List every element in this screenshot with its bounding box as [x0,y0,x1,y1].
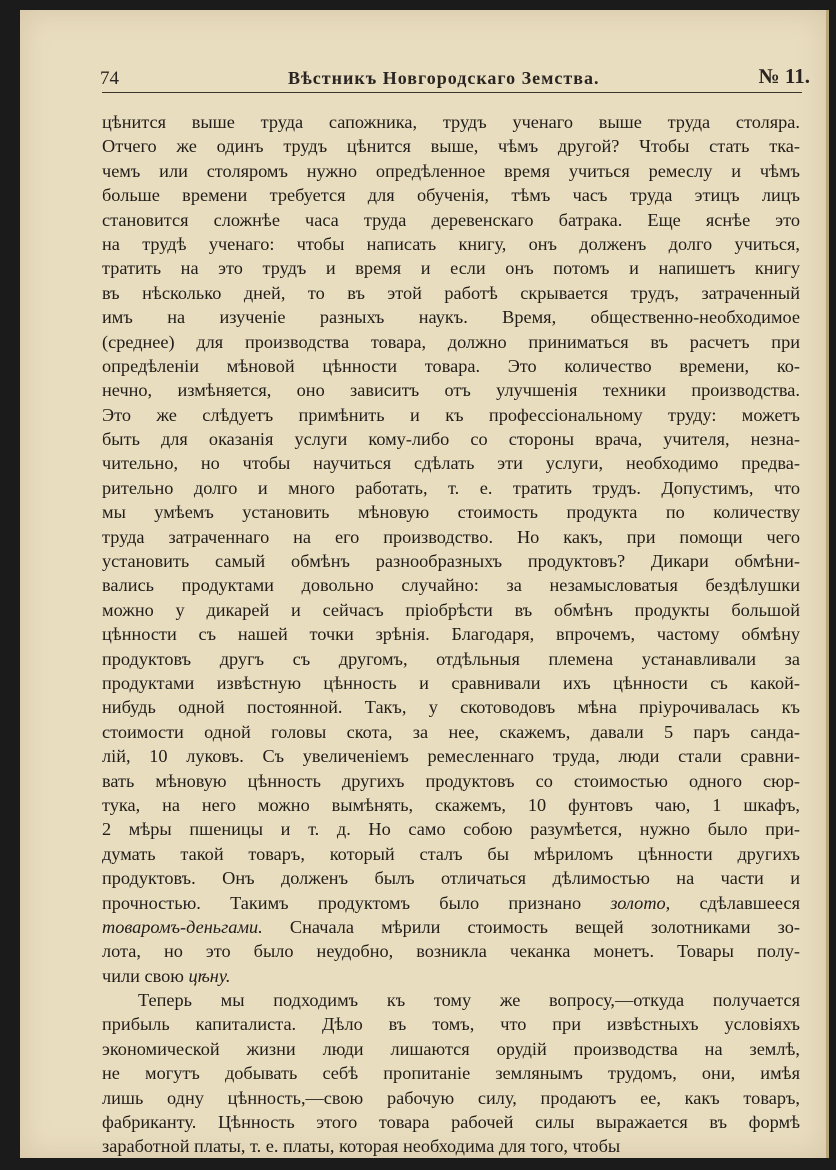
header-rule [102,92,802,93]
text-line [102,134,800,158]
text-line [102,988,800,1012]
line-text: рительно долго и много работать, т. е. тратить трудъ. Допустимъ, что [102,477,800,498]
line-text: продуктовъ другъ съ другомъ, отдѣльныя племена устанавливали за [102,648,800,669]
line-text: установить самый обмѣнъ разнообразныхъ продуктовъ? Дикари обмѣни- [102,551,800,572]
text-line [102,720,800,744]
line-text: сдѣлавшееся [670,892,800,913]
line-text: въ нѣсколько дней, то въ этой работѣ скрывается трудъ, затраченный [102,282,800,303]
line-text: цѣнности съ нашей точки зрѣнія. Благодаря, впрочемъ, частому обмѣну [102,624,800,645]
article-body [102,110,800,1159]
text-line [102,330,800,354]
line-text: лишь одну цѣнность,—свою рабочую силу, продаютъ ее, какъ товаръ, [102,1087,800,1108]
italic-text: товаромъ-деньгами. [102,916,263,937]
text-line [102,281,800,305]
text-line [102,256,800,280]
text-line [102,842,800,866]
line-text: Теперь мы подходимъ къ тому же вопросу,—откуда получается [138,990,800,1011]
text-line [102,598,800,622]
text-line [102,354,800,378]
line-text: заработной платы, т. е. платы, которая необходима для того, чтобы [102,1136,621,1157]
line-text: чительно, но чтобы научиться сдѣлать эти услуги, необходимо предва- [102,453,800,474]
line-text: стоимости одной головы скота, за нее, скажемъ, давали 5 паръ санда- [102,721,800,742]
line-text: фабриканту. Цѣнность этого товара рабочей силы выражается въ формѣ [102,1112,800,1133]
text-line [102,939,800,963]
line-text: быть для оказанія услуги кому-либо со стороны врача, учителя, незна- [102,429,800,450]
text-line [102,622,800,646]
text-line [102,1134,800,1158]
line-text: Отчего же одинъ трудъ цѣнится выше, чѣмъ другой? Чтобы стать тка- [102,136,800,157]
text-line [102,208,800,232]
line-text: цѣнится выше труда сапожника, трудъ ученаго выше труда столяра. [102,112,800,132]
line-text: 2 мѣры пшеницы и т. д. Но само собою разумѣется, нужно было при- [102,819,800,840]
line-text: становится сложнѣе часа труда деревенскаго батрака. Еще яснѣе это [102,209,800,230]
line-text: имъ на изученіе разныхъ наукъ. Время, общественно-необходимое [102,307,800,328]
text-line [102,573,800,597]
line-text: труда затраченнаго на его производство. Но какъ, при помощи чего [102,526,800,547]
line-text: Это же слѣдуетъ примѣнить и къ профессіональному труду: можетъ [102,404,800,425]
line-text: тратить на это трудъ и время и если онъ потомъ и напишетъ книгу [102,258,800,279]
line-text: нечно, измѣняется, оно зависитъ отъ улучшенія техники производства. [102,380,800,401]
line-text: продуктами извѣстную цѣнность и сравнивали ихъ цѣнности съ какой- [102,672,800,693]
text-line [102,451,800,475]
text-line [102,744,800,768]
text-line [102,647,800,671]
text-line [102,915,800,939]
text-line [102,1061,800,1085]
italic-text: золото, [610,892,671,913]
line-text: (среднее) для производства товара, должно приниматься въ расчетъ при [102,331,800,352]
issue-number: № 11. [758,64,810,88]
text-line [102,549,800,573]
text-line [102,525,800,549]
text-line [102,159,800,183]
text-line [102,695,800,719]
line-text: на трудѣ ученаго: чтобы написать книгу, онъ долженъ долго учиться, [102,233,800,254]
italic-text: цѣну. [188,965,231,986]
book-page [20,10,829,1158]
line-text: чемъ или столяромъ нужно опредѣленное время учиться ремеслу и чѣмъ [102,160,800,181]
page-header [100,64,810,94]
line-text: экономической жизни люди лишаются орудій производства на землѣ, [102,1038,800,1059]
line-text: вались продуктами довольно случайно: за незамысловатыя бездѣлушки [102,575,800,596]
text-line [102,500,800,524]
text-line [102,305,800,329]
line-text: лота, но это было неудобно, возникла чеканка монетъ. Товары полу- [102,941,800,962]
text-line [102,964,800,988]
text-line [102,476,800,500]
line-text: прибыль капиталиста. Дѣло въ томъ, что при извѣстныхъ условіяхъ [102,1014,800,1035]
line-text: опредѣленіи мѣновой цѣнности товара. Это количество времени, ко- [102,355,800,376]
text-line [102,817,800,841]
text-line [102,866,800,890]
text-line [102,427,800,451]
text-line [102,110,800,134]
line-text: лій, 10 луковъ. Съ увеличеніемъ ремесленнаго труда, люди стали сравни- [102,746,800,767]
line-text: не могутъ добывать себѣ пропитаніе землянымъ трудомъ, они, имѣя [102,1063,800,1084]
text-line [102,183,800,207]
text-line [102,1037,800,1061]
text-line [102,1086,800,1110]
line-text: думать такой товаръ, который сталъ бы мѣриломъ цѣнности другихъ [102,843,800,864]
text-line [102,1110,800,1134]
line-text: мы умѣемъ установить мѣновую стоимость продукта по количеству [102,502,800,523]
page-number: 74 [100,68,119,89]
line-text: прочностью. Такимъ продуктомъ было признано [102,892,611,913]
text-line [102,671,800,695]
line-text: вать мѣновую цѣнность другихъ продуктовъ со стоимостью одного сюр- [102,770,800,791]
line-text: нибудь одной постоянной. Такъ, у скотоводовъ мѣна пріурочивалась къ [102,697,800,718]
text-line [102,891,800,915]
line-text: чили свою [102,965,189,986]
text-line [102,793,800,817]
line-text: тука, на него можно вымѣнять, скажемъ, 10 фунтовъ чаю, 1 шкафъ, [102,794,800,815]
line-text: можно у дикарей и сейчасъ пріобрѣсти въ обмѣнъ продукты большой [102,599,800,620]
text-line [102,403,800,427]
running-title: Вѣстникъ Новгородскаго Земства. [288,68,600,88]
line-text: больше времени требуется для обученія, тѣмъ часъ труда этицъ лицъ [102,185,800,206]
text-line [102,232,800,256]
line-text: Сначала мѣрили стоимость вещей золотниками зо- [262,916,800,937]
line-text: продуктовъ. Онъ долженъ былъ отличаться дѣлимостью на части и [102,868,800,889]
text-line [102,1012,800,1036]
text-line [102,769,800,793]
text-line [102,378,800,402]
